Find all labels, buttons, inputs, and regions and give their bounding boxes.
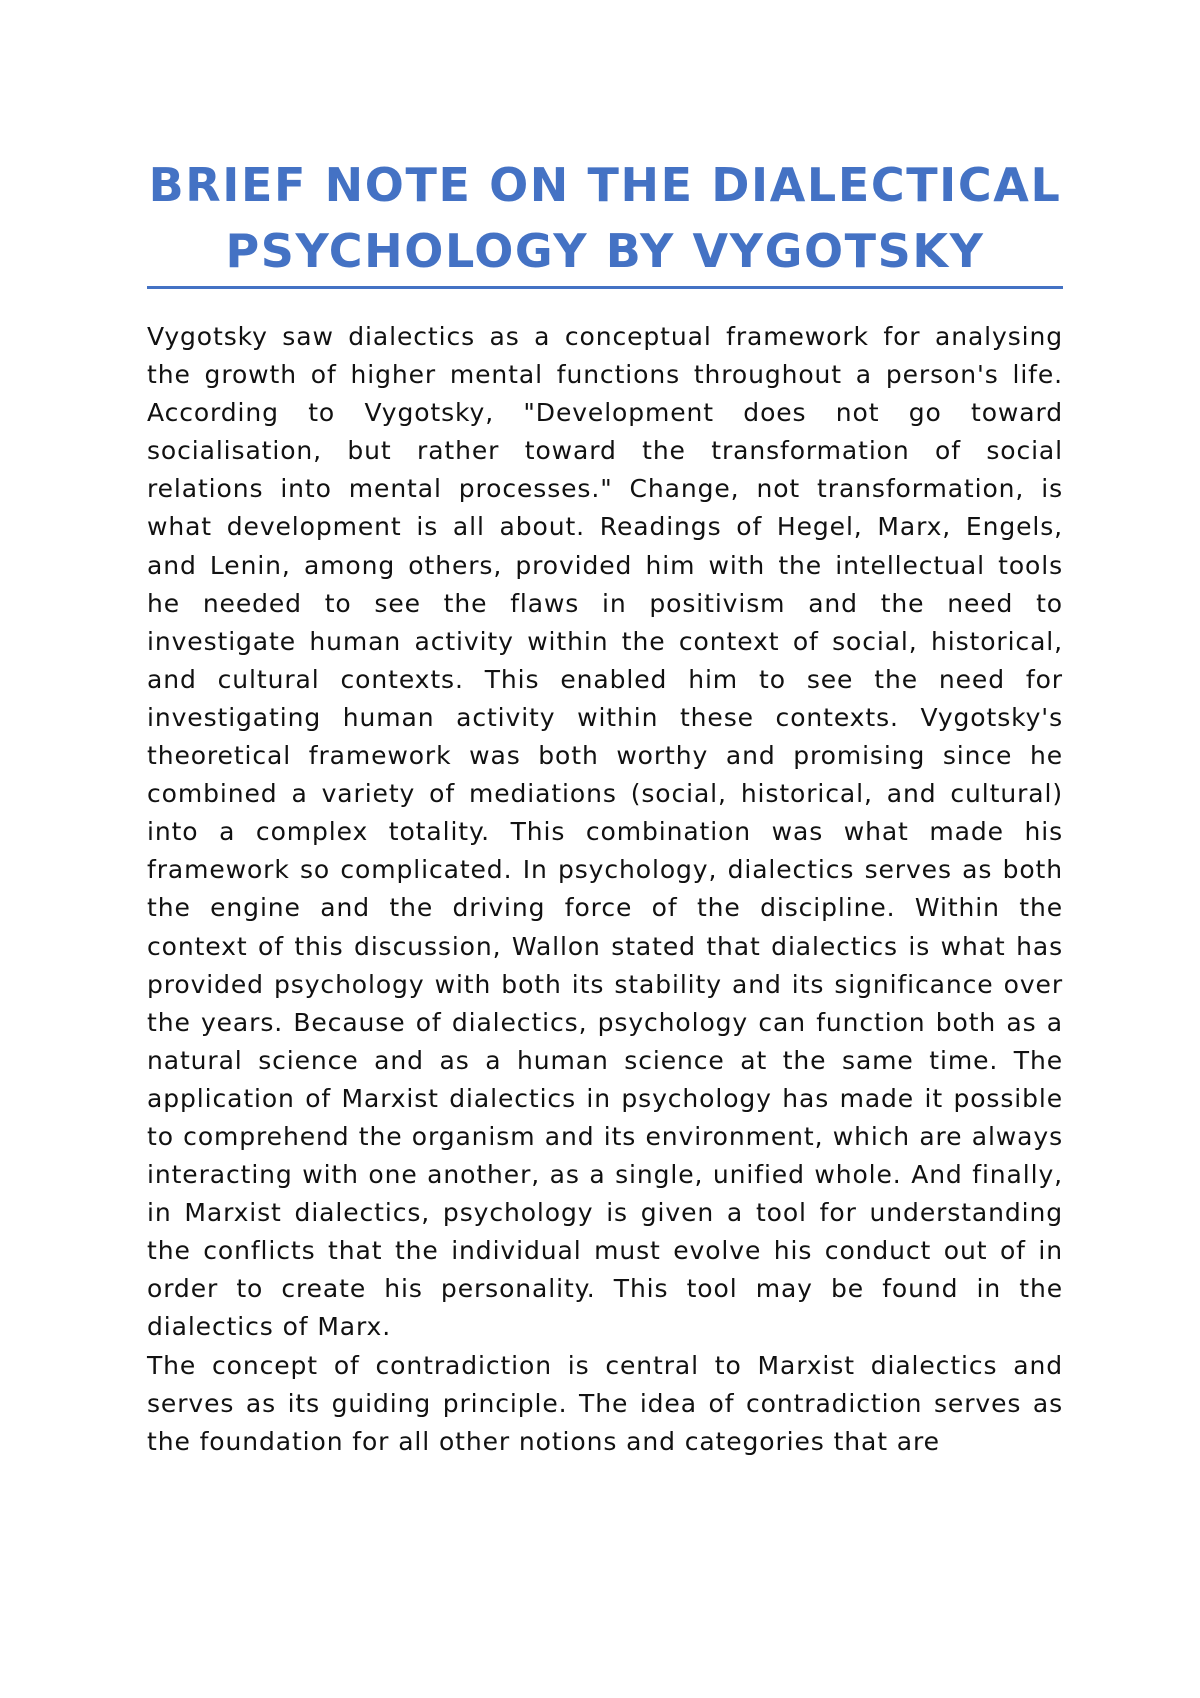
body-paragraph-2: The concept of contradiction is central to Marxist dialectics and serves as its guiding principle. The idea of contradiction serves as the foundation for all other notions and categories that are [147, 1350, 1063, 1456]
body-paragraph-1: Vygotsky saw dialectics as a conceptual framework for analysing the growth of higher mental functions throughout a person's life. According to Vygotsky, "Development does not go toward socialisation, but rather toward the transformation of social relations into mental processes." Change, not transformation, is what development is all about. Readings of Hegel, Marx, Engels, and Lenin, among others, provided him with the intellectual tools he needed to see the flaws in positivism and the need to investigate human activity within the context of social, historical, and cultural contexts. This enabled him to see the need for investigating human activity within these contexts. Vygotsky's theoretical framework was both worthy and promising since he combined a variety of mediations (social, historical, and cultural) into a complex totality. This combination was what made his framework so complicated. In psychology, dialectics serves as both the engine and the driving force of the discipline. Within the context of this discussion, Wallon stated that dialectics is what has provided psychology with both its stability and its significance over the years. Because of dialectics, psychology can function both as a natural science and as a human science at the same time. The application of Marxist dialectics in psychology has made it possible to comprehend the organism and its environment, which are always interacting with one another, as a single, unified whole. And finally, in Marxist dialectics, psychology is given a tool for understanding the conflicts that the individual must evolve his conduct out of in order to create his personality. This tool may be found in the dialectics of Marx. [147, 322, 1063, 1342]
title-underline-divider [147, 286, 1063, 289]
document-body [147, 318, 1063, 1461]
document-title: BRIEF NOTE ON THE DIALECTICAL PSYCHOLOGY BY VYGOTSKY [148, 158, 1062, 278]
